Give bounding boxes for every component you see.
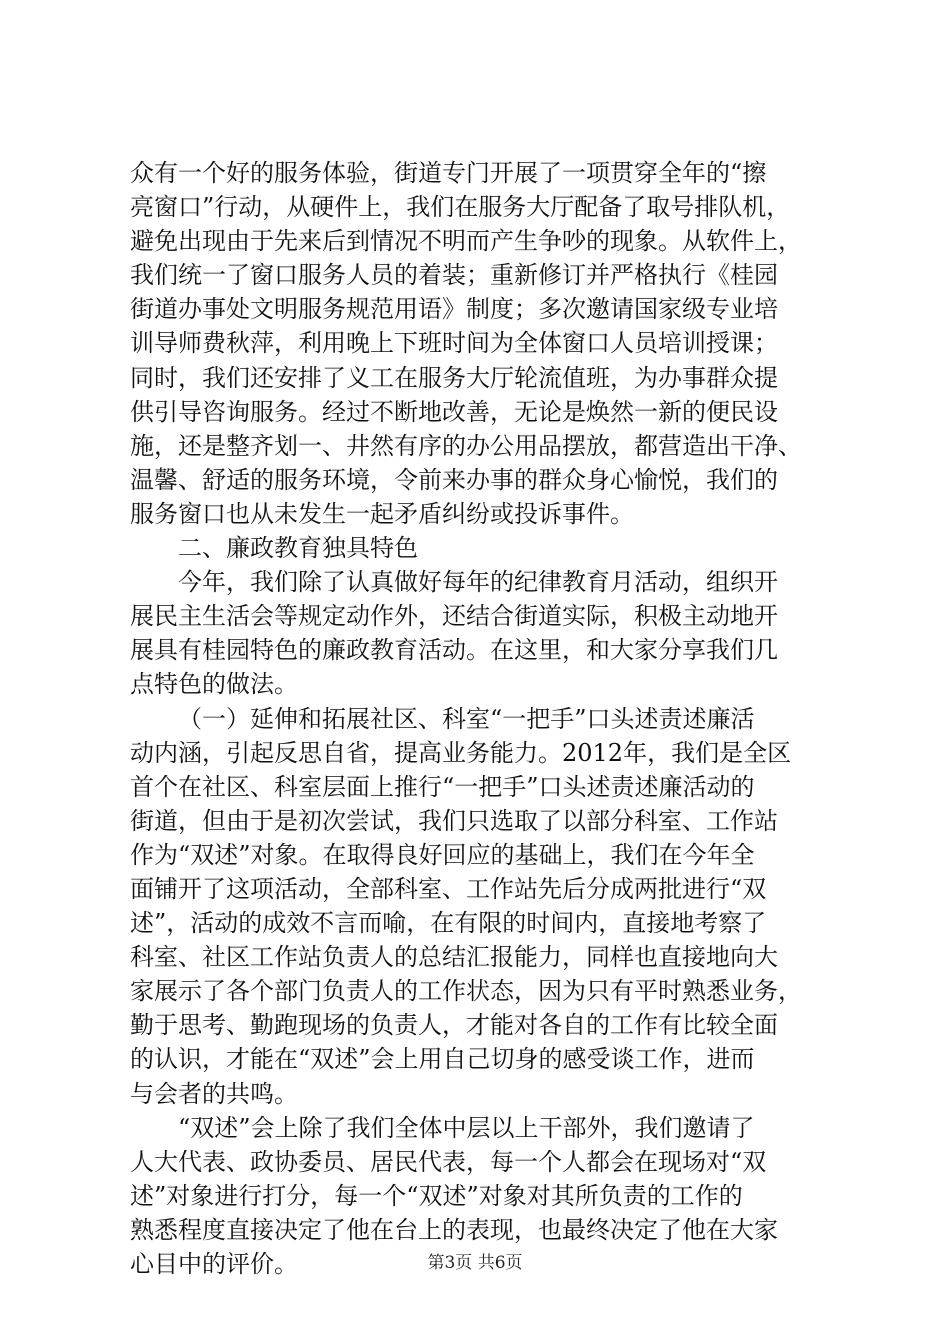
text-line: 述”，活动的成效不言而喻，在有限的时间内，直接地考察了	[130, 909, 767, 938]
text-line: 街道办事处文明服务规范用语》制度；多次邀请国家级专业培	[130, 295, 778, 324]
text-line: 与会者的共鸣。	[130, 1079, 298, 1108]
text-line: 温馨、舒适的服务环境，令前来办事的群众身心愉悦，我们的	[130, 465, 778, 494]
text-line: 众有一个好的服务体验，街道专门开展了一项贯穿全年的“擦	[130, 159, 767, 187]
subsection-heading: （一）延伸和拓展社区、科室“一把手”口头述责述廉活	[178, 704, 755, 733]
text-line: 今年，我们除了认真做好每年的纪律教育月活动，组织开	[178, 568, 778, 597]
text-line: 心目中的评价。	[130, 1250, 298, 1278]
text-line: 训导师费秋萍，利用晚上下班时间为全体窗口人员培训授课；	[130, 329, 778, 358]
text-line: 述”对象进行打分，每一个“双述”对象对其所负责的工作的	[130, 1181, 743, 1210]
text-line: 熟悉程度直接决定了他在台上的表现，也最终决定了他在大家	[130, 1215, 778, 1244]
text-line: 供引导咨询服务。经过不断地改善，无论是焕然一新的便民设	[130, 397, 778, 426]
text-line: 的认识，才能在“双述”会上用自己切身的感受谈工作，进而	[130, 1045, 755, 1074]
page-number-footer: 第3页 共6页	[427, 1253, 523, 1273]
text-line: 首个在社区、科室层面上推行“一把手”口头述责述廉活动的	[130, 772, 755, 801]
text-line: 家展示了各个部门负责人的工作状态，因为只有平时熟悉业务，	[130, 977, 802, 1006]
text-line: 点特色的做法。	[130, 670, 298, 699]
text-line: 展民主生活会等规定动作外，还结合街道实际，积极主动地开	[130, 602, 778, 631]
text-line: 科室、社区工作站负责人的总结汇报能力，同样也直接地向大	[130, 943, 778, 972]
text-line: 街道，但由于是初次尝试，我们只选取了以部分科室、工作站	[130, 806, 778, 835]
text-line: 动内涵，引起反思自省，提高业务能力。2012年，我们是全区	[130, 738, 792, 767]
text-line: 避免出现由于先来后到情况不明而产生争吵的现象。从软件上，	[130, 227, 802, 256]
text-line: 同时，我们还安排了义工在服务大厅轮流值班，为办事群众提	[130, 363, 778, 392]
document-body	[130, 156, 830, 1281]
text-line: 我们统一了窗口服务人员的着装；重新修订并严格执行《桂园	[130, 261, 778, 290]
text-line: 展具有桂园特色的廉政教育活动。在这里，和大家分享我们几	[130, 636, 778, 665]
text-line: 服务窗口也从未发生一起矛盾纠纷或投诉事件。	[130, 499, 634, 528]
text-line: “双述”会上除了我们全体中层以上干部外，我们邀请了	[178, 1113, 755, 1142]
text-line: 亮窗口”行动，从硬件上，我们在服务大厅配备了取号排队机，	[130, 193, 791, 222]
text-line: 施，还是整齐划一、井然有序的办公用品摆放，都营造出干净、	[130, 431, 802, 460]
text-line: 勤于思考、勤跑现场的负责人，才能对各自的工作有比较全面	[130, 1011, 778, 1040]
text-line: 面铺开了这项活动，全部科室、工作站先后分成两批进行“双	[130, 874, 767, 903]
text-line: 作为“双述”对象。在取得良好回应的基础上，我们在今年全	[130, 840, 755, 869]
text-line: 人大代表、政协委员、居民代表，每一个人都会在现场对“双	[130, 1147, 767, 1176]
section-heading: 二、廉政教育独具特色	[178, 534, 418, 563]
